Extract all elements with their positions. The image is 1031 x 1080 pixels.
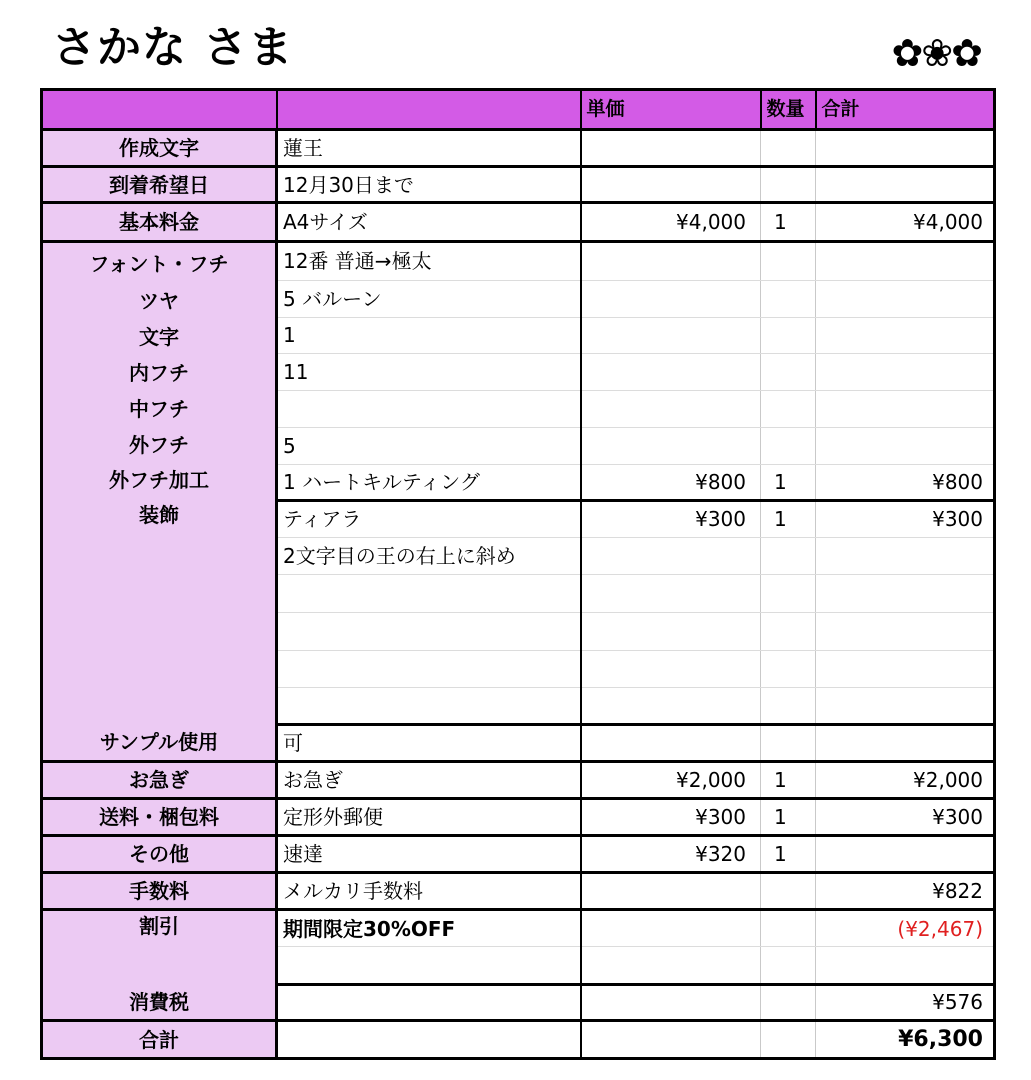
row-label: 到着希望日 — [42, 167, 277, 203]
row-total: ¥576 — [816, 984, 995, 1021]
row-total: ¥800 — [816, 464, 995, 500]
row-total — [816, 354, 995, 391]
row-unit-price — [581, 241, 761, 280]
row-label-item: 中フチ — [129, 397, 189, 422]
row-unit-price — [581, 650, 761, 688]
row-quantity — [761, 946, 816, 984]
row-quantity — [761, 872, 816, 910]
row-label: 送料・梱包料 — [42, 799, 277, 836]
row-total — [816, 612, 995, 650]
row-unit-price: ¥800 — [581, 464, 761, 500]
row-total — [816, 391, 995, 428]
row-label: サンプル使用 — [42, 724, 277, 761]
row-unit-price — [581, 946, 761, 984]
row-description: 5 バルーン — [277, 280, 581, 317]
row-quantity — [761, 984, 816, 1021]
row-label: 合計 — [42, 1021, 277, 1059]
row-total: ¥4,000 — [816, 203, 995, 242]
row-description: A4サイズ — [277, 203, 581, 242]
row-quantity — [761, 167, 816, 203]
estimate-table — [40, 88, 996, 1060]
row-unit-price — [581, 910, 761, 947]
row-total — [816, 575, 995, 613]
row-description: 可 — [277, 724, 581, 761]
row-description — [277, 984, 581, 1021]
row-quantity — [761, 391, 816, 428]
row-label: 作成文字 — [42, 129, 277, 167]
row-description — [277, 946, 581, 984]
row-quantity: 1 — [761, 835, 816, 872]
row-description: メルカリ手数料 — [277, 872, 581, 910]
row-quantity — [761, 354, 816, 391]
table-row — [42, 129, 995, 167]
row-total: ¥6,300 — [816, 1021, 995, 1059]
header-desc — [277, 90, 581, 130]
row-quantity — [761, 428, 816, 465]
table-row — [42, 241, 995, 280]
row-quantity: 1 — [761, 500, 816, 537]
row-unit-price: ¥300 — [581, 799, 761, 836]
row-total — [816, 167, 995, 203]
row-quantity — [761, 317, 816, 354]
table-row — [42, 984, 995, 1021]
row-label: 基本料金 — [42, 203, 277, 242]
row-total — [816, 428, 995, 465]
row-total — [816, 129, 995, 167]
header-qty: 数量 — [761, 90, 816, 130]
row-description: 速達 — [277, 835, 581, 872]
table-row — [42, 799, 995, 836]
row-description: 1 — [277, 317, 581, 354]
row-label-item: 外フチ — [129, 433, 189, 458]
row-total — [816, 835, 995, 872]
table-row — [42, 167, 995, 203]
row-unit-price: ¥320 — [581, 835, 761, 872]
row-label-item: 文字 — [139, 325, 179, 350]
row-description: 12番 普通→極太 — [277, 241, 581, 280]
row-unit-price — [581, 317, 761, 354]
row-total — [816, 241, 995, 280]
row-unit-price: ¥300 — [581, 500, 761, 537]
row-quantity — [761, 612, 816, 650]
row-label — [42, 241, 277, 500]
row-description — [277, 575, 581, 613]
row-quantity — [761, 724, 816, 761]
row-total — [816, 724, 995, 761]
row-label-item: ツヤ — [139, 289, 179, 314]
row-quantity — [761, 688, 816, 725]
row-unit-price — [581, 984, 761, 1021]
row-quantity: 1 — [761, 761, 816, 799]
row-total — [816, 280, 995, 317]
row-quantity — [761, 910, 816, 947]
row-unit-price — [581, 391, 761, 428]
row-total: (¥2,467) — [816, 910, 995, 947]
row-description: 12月30日まで — [277, 167, 581, 203]
row-quantity — [761, 650, 816, 688]
row-unit-price: ¥4,000 — [581, 203, 761, 242]
row-quantity: 1 — [761, 464, 816, 500]
row-quantity — [761, 575, 816, 613]
row-unit-price — [581, 167, 761, 203]
row-quantity: 1 — [761, 799, 816, 836]
table-row — [42, 910, 995, 947]
header-label — [42, 90, 277, 130]
row-unit-price — [581, 688, 761, 725]
header-total: 合計 — [816, 90, 995, 130]
row-unit-price — [581, 575, 761, 613]
table-row — [42, 724, 995, 761]
row-quantity — [761, 537, 816, 575]
row-description — [277, 688, 581, 725]
row-description — [277, 612, 581, 650]
row-unit-price — [581, 428, 761, 465]
row-unit-price — [581, 872, 761, 910]
row-description: 期間限定30%OFF — [277, 910, 581, 947]
row-unit-price — [581, 1021, 761, 1059]
row-description: ティアラ — [277, 500, 581, 537]
row-unit-price — [581, 724, 761, 761]
row-unit-price: ¥2,000 — [581, 761, 761, 799]
row-description: 11 — [277, 354, 581, 391]
row-label: その他 — [42, 835, 277, 872]
header-row — [42, 90, 995, 130]
row-label: お急ぎ — [42, 761, 277, 799]
row-total — [816, 650, 995, 688]
row-total — [816, 946, 995, 984]
row-label-item: 内フチ — [129, 361, 189, 386]
row-description: 蓮王 — [277, 129, 581, 167]
row-label: 装飾 — [42, 500, 277, 724]
row-quantity: 1 — [761, 203, 816, 242]
row-unit-price — [581, 280, 761, 317]
table-row — [42, 500, 995, 537]
row-description: お急ぎ — [277, 761, 581, 799]
row-description: 1 ハートキルティング — [277, 464, 581, 500]
row-quantity — [761, 129, 816, 167]
row-total: ¥300 — [816, 799, 995, 836]
row-total — [816, 688, 995, 725]
row-description — [277, 391, 581, 428]
row-description — [277, 650, 581, 688]
row-unit-price — [581, 129, 761, 167]
row-label: 消費税 — [42, 984, 277, 1021]
row-total: ¥300 — [816, 500, 995, 537]
flower-icon: ✿❀✿ — [891, 31, 981, 75]
row-description: 5 — [277, 428, 581, 465]
row-description — [277, 1021, 581, 1059]
table-row — [42, 872, 995, 910]
row-description: 定形外郵便 — [277, 799, 581, 836]
row-quantity — [761, 280, 816, 317]
row-unit-price — [581, 537, 761, 575]
page-title: さかな さま — [52, 22, 294, 73]
row-quantity — [761, 1021, 816, 1059]
table-row — [42, 203, 995, 242]
table-row — [42, 835, 995, 872]
row-label: 手数料 — [42, 872, 277, 910]
row-total: ¥2,000 — [816, 761, 995, 799]
row-description: 2文字目の王の右上に斜め — [277, 537, 581, 575]
row-unit-price — [581, 354, 761, 391]
row-label: 割引 — [42, 910, 277, 984]
row-quantity — [761, 241, 816, 280]
header-unit-price: 単価 — [581, 90, 761, 130]
table-row — [42, 1021, 995, 1059]
row-label-item: フォント・フチ — [89, 252, 229, 277]
row-total — [816, 317, 995, 354]
row-label-item: 外フチ加工 — [109, 468, 209, 493]
row-unit-price — [581, 612, 761, 650]
row-total: ¥822 — [816, 872, 995, 910]
row-total — [816, 537, 995, 575]
table-row — [42, 761, 995, 799]
